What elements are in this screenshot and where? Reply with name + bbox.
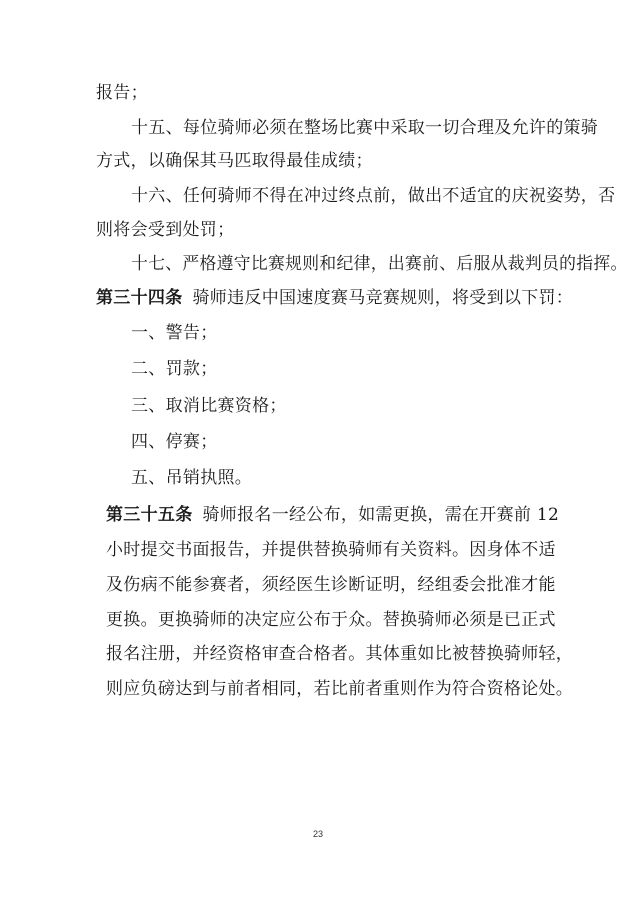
rule-item-15: 十五、每位骑师必须在整场比赛中采取一切合理及允许的策骑 — [131, 118, 599, 138]
rule-item-17: 十七、严格遵守比赛规则和纪律，出赛前、后服从裁判员的指挥。 — [131, 254, 628, 274]
penalty-item: 三、取消比赛资格； — [131, 396, 287, 416]
article-35-text: 骑师报名一经公布，如需更换，需在开赛前 12 — [202, 505, 560, 525]
text-line: 则应负磅达到与前者相同，若比前者重则作为符合资格论处。 — [106, 679, 574, 699]
text-line: 方式，以确保其马匹取得最佳成绩； — [96, 151, 373, 171]
text-line: 报名注册，并经资格审查合格者。其体重如比被替换骑师轻， — [106, 644, 574, 664]
article-35 — [106, 504, 559, 526]
article-34-heading: 第三十四条 — [96, 288, 183, 308]
page-number: 23 — [312, 829, 323, 839]
penalty-item: 二、罚款； — [131, 359, 218, 379]
text-line: 更换。更换骑师的决定应公布于众。替换骑师必须是已正式 — [106, 610, 556, 630]
text-line: 及伤病不能参赛者，须经医生诊断证明，经组委会批准才能 — [106, 575, 556, 595]
article-34 — [96, 287, 573, 309]
article-35-heading: 第三十五条 — [106, 505, 193, 525]
penalty-item: 五、吊销执照。 — [131, 468, 253, 488]
text-line: 小时提交书面报告，并提供替换骑师有关资料。因身体不适 — [106, 540, 556, 560]
text-line: 则将会受到处罚； — [96, 220, 235, 240]
penalty-item: 四、停赛； — [131, 432, 218, 452]
penalty-item: 一、警告； — [131, 323, 218, 343]
rule-item-16: 十六、任何骑师不得在冲过终点前，做出不适宜的庆祝姿势，否 — [131, 186, 616, 206]
article-34-text: 骑师违反中国速度赛马竞赛规则，将受到以下罚： — [192, 288, 574, 308]
text-line: 报告； — [96, 83, 148, 103]
